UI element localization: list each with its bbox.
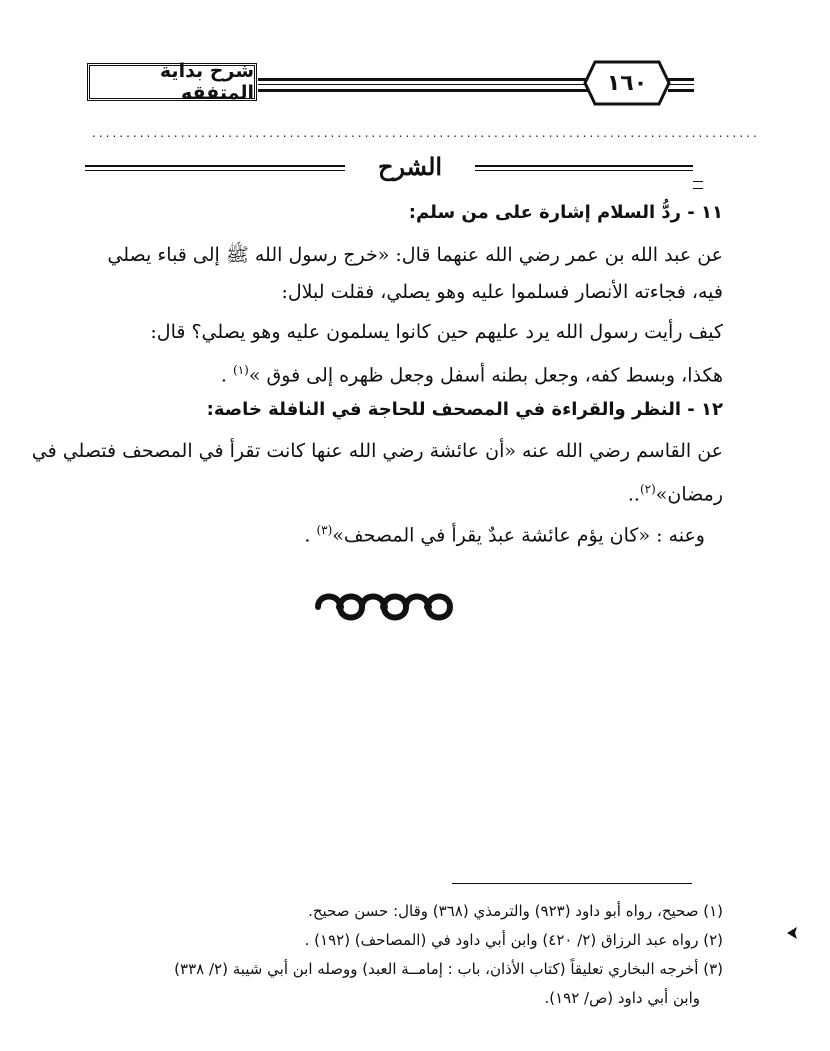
item-12-heading bbox=[85, 395, 723, 425]
ornament-divider bbox=[310, 585, 460, 629]
heading-rule-left-1 bbox=[85, 165, 345, 167]
body-line-text: عن عبد الله بن عمر رضي الله عنهما قال: «خرج رسول الله ﷺ إلى قباء يصلي bbox=[107, 244, 723, 266]
margin-tick bbox=[693, 181, 703, 189]
body-line-text: عن القاسم رضي الله عنه «أن عائشة رضي الله عنها كانت تقرأ في المصحف فتصلي في bbox=[31, 440, 723, 462]
footnote-item bbox=[70, 956, 723, 982]
book-title-text: شرح بداية المتفقه bbox=[159, 60, 254, 104]
body-line-text: رمضان» bbox=[655, 483, 723, 506]
heading-rule-right-1 bbox=[475, 165, 693, 167]
body-line: وعنه : «كان يؤم عائشة عبدٌ يقرأ في المصحف»$^{(٣)}$ . bbox=[304, 523, 705, 547]
header-rule-right-top bbox=[668, 78, 694, 81]
page-number-badge bbox=[583, 60, 671, 106]
body-line bbox=[85, 240, 723, 270]
footnote-item bbox=[70, 898, 723, 924]
footnote-text: وابن أبي داود (ص/ ١٩٢). bbox=[544, 989, 700, 1007]
body-line: هكذا، وبسط كفه، وجعل بطنه أسفل وجعل ظهره إلى فوق »$^{(١)}$ . bbox=[220, 363, 723, 387]
footnote-text: (١) صحيح، رواه أبو داود (٩٢٣) والترمذي (٣٦٨) وقال: حسن صحيح. bbox=[308, 902, 723, 920]
footnote-ref: (٢) bbox=[639, 482, 656, 496]
body-line bbox=[85, 277, 723, 307]
section-heading: الشرح bbox=[377, 152, 443, 181]
footnote-ref: (١) bbox=[233, 363, 249, 377]
body-line bbox=[31, 436, 723, 466]
item-12-heading-text: ١٢ - النظر والقراءة في المصحف للحاجة في النافلة خاصة: bbox=[206, 399, 723, 420]
body-line-text: هكذا، وبسط كفه، وجعل بطنه أسفل وجعل ظهره إلى فوق » bbox=[248, 364, 723, 387]
footnote-rule bbox=[452, 883, 692, 884]
book-title bbox=[87, 60, 257, 104]
body-line-text: فيه، فجاءته الأنصار فسلموا عليه وهو يصلي، فقلت لبلال: bbox=[281, 281, 723, 303]
header-rule-right-mid bbox=[668, 84, 694, 85]
body-line-text: كيف رأيت رسول الله يرد عليهم حين كانوا يسلمون عليه وهو يصلي؟ قال: bbox=[150, 321, 723, 343]
item-11-heading bbox=[85, 198, 723, 228]
footnote-text: (٣) أخرجه البخاري تعليقاً (كتاب الأذان، باب : إمامــة العبد) ووصله ابن أبي شيبة (٢/ ٣٣٨) bbox=[174, 960, 723, 978]
header-rule-bottom bbox=[258, 89, 588, 92]
heading-rule-right-2 bbox=[475, 170, 693, 171]
header-rule-right-bottom bbox=[668, 89, 694, 92]
item-11-heading-text: ١١ - ردُّ السلام إشارة على من سلم: bbox=[408, 202, 723, 223]
body-line bbox=[85, 317, 723, 347]
footnote-text: (٢) رواه عبد الرزاق (٢/ ٤٢٠) وابن أبي داود في (المصاحف) (١٩٢) . bbox=[304, 931, 723, 949]
footnote-item bbox=[70, 985, 700, 1011]
heading-rule-left-2 bbox=[85, 170, 345, 171]
body-line-text: وعنه : «كان يؤم عائشة عبدٌ يقرأ في المصحف» bbox=[332, 524, 705, 547]
footnote-item bbox=[70, 927, 723, 953]
header-rule-top bbox=[258, 78, 588, 81]
margin-arrow-icon bbox=[785, 926, 799, 940]
footnote-ref: (٣) bbox=[316, 523, 333, 537]
body-line: رمضان»$^{(٢)}$.. bbox=[627, 482, 723, 506]
page-number: ١٦٠ bbox=[606, 70, 648, 96]
dotted-separator: .................................................................................................. bbox=[92, 126, 760, 140]
header-rule-middle bbox=[258, 84, 588, 85]
